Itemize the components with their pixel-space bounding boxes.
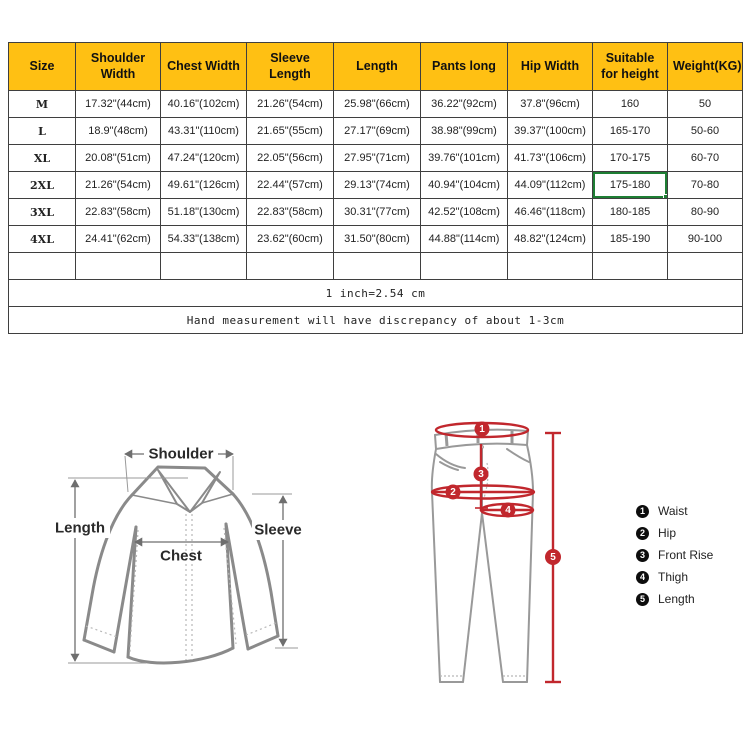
table-cell[interactable]: 44.09"(112cm) [508,172,593,199]
empty-cell[interactable] [161,253,247,280]
size-chart-body [9,91,743,253]
table-cell[interactable]: 80-90 [668,199,743,226]
marker-3-number: 3 [478,469,484,480]
legend-marker-3: 3 [636,549,649,562]
marker-5-number: 5 [550,552,556,563]
sleeve-measure-arrow [252,494,306,648]
empty-cell[interactable] [593,253,668,280]
table-row [9,145,743,172]
table-cell[interactable]: 185-190 [593,226,668,253]
table-cell[interactable]: 21.26"(54cm) [247,91,334,118]
table-cell[interactable]: 54.33"(138cm) [161,226,247,253]
legend-label-waist: Waist [658,504,688,518]
marker-4-number: 4 [505,505,511,516]
size-cell[interactable]: 3XL [9,199,76,226]
table-cell[interactable]: 20.08"(51cm) [76,145,161,172]
table-cell[interactable]: 21.26"(54cm) [76,172,161,199]
marker-2-number: 2 [450,487,456,498]
table-cell[interactable]: 50 [668,91,743,118]
pants-measurement-diagram [425,418,570,693]
header-row [9,43,743,91]
table-cell[interactable]: 18.9"(48cm) [76,118,161,145]
shirt-outline-drawing [84,467,278,663]
pants-marker-5 [545,549,561,565]
table-cell[interactable]: 23.62"(60cm) [247,226,334,253]
table-row [9,199,743,226]
header-hip-width: Hip Width [508,43,593,91]
table-row [9,172,743,199]
pants-marker-2 [446,485,461,500]
table-row [9,91,743,118]
table-cell[interactable]: 37.8"(96cm) [508,91,593,118]
legend-item-waist [636,500,713,522]
table-cell[interactable]: 170-175 [593,145,668,172]
table-cell[interactable]: 24.41"(62cm) [76,226,161,253]
table-cell[interactable]: 42.52"(108cm) [421,199,508,226]
table-cell[interactable]: 165-170 [593,118,668,145]
table-cell[interactable]: 40.94"(104cm) [421,172,508,199]
table-cell[interactable]: 36.22"(92cm) [421,91,508,118]
measurement-discrepancy-note: Hand measurement will have discrepancy of about 1-3cm [9,307,743,334]
table-cell[interactable]: 60-70 [668,145,743,172]
table-cell[interactable]: 47.24"(120cm) [161,145,247,172]
legend-marker-4: 4 [636,571,649,584]
header-chest-width: Chest Width [161,43,247,91]
pants-legend [636,500,713,610]
legend-marker-1: 1 [636,505,649,518]
table-cell[interactable]: 51.18"(130cm) [161,199,247,226]
legend-item-length [636,588,713,610]
table-row [9,226,743,253]
table-cell[interactable]: 31.50"(80cm) [334,226,421,253]
table-cell[interactable]: 46.46"(118cm) [508,199,593,226]
table-cell[interactable]: 44.88"(114cm) [421,226,508,253]
chest-label: Chest [160,547,202,565]
legend-label-length: Length [658,592,695,606]
table-cell[interactable]: 90-100 [668,226,743,253]
shirt-collar [132,470,233,512]
header-shoulder-width: Shoulder Width [76,43,161,91]
header-sleeve-length: Sleeve Length [247,43,334,91]
pants-marker-1 [475,422,490,437]
inch-conversion-note: 1 inch=2.54 cm [9,280,743,307]
table-cell[interactable]: 40.16"(102cm) [161,91,247,118]
table-cell[interactable]: 27.95"(71cm) [334,145,421,172]
table-cell[interactable]: 29.13"(74cm) [334,172,421,199]
shirt-measurement-diagram [40,420,320,690]
table-cell[interactable]: 30.31"(77cm) [334,199,421,226]
table-cell[interactable]: 22.05"(56cm) [247,145,334,172]
header-size: Size [9,43,76,91]
legend-marker-2: 2 [636,527,649,540]
table-cell[interactable]: 27.17"(69cm) [334,118,421,145]
table-cell[interactable]: 39.37"(100cm) [508,118,593,145]
size-cell[interactable]: M [9,91,76,118]
table-cell[interactable]: 70-80 [668,172,743,199]
legend-marker-5: 5 [636,593,649,606]
size-chart-table [8,42,743,334]
pants-marker-4 [501,503,516,518]
header-length: Length [334,43,421,91]
legend-label-front-rise: Front Rise [658,548,714,562]
table-cell[interactable]: 22.83"(58cm) [247,199,334,226]
table-cell[interactable]: 49.61"(126cm) [161,172,247,199]
table-cell[interactable]: 22.44"(57cm) [247,172,334,199]
legend-label-hip: Hip [658,526,677,540]
table-row [9,118,743,145]
spacer-row [9,253,743,280]
header-pants-long: Pants long [421,43,508,91]
table-cell[interactable]: 38.98"(99cm) [421,118,508,145]
empty-cell[interactable] [9,253,76,280]
size-cell[interactable]: 2XL [9,172,76,199]
legend-label-thigh: Thigh [658,570,689,584]
empty-cell[interactable] [334,253,421,280]
length-measure-arrow [52,478,188,663]
table-cell[interactable]: 48.82"(124cm) [508,226,593,253]
header-weight: Weight(KG) [668,43,743,91]
pants-annotations [432,423,561,682]
shoulder-label: Shoulder [148,445,214,463]
selected-cell[interactable]: 175-180 [593,172,668,199]
empty-cell[interactable] [508,253,593,280]
table-cell[interactable]: 39.76"(101cm) [421,145,508,172]
table-cell[interactable]: 21.65"(55cm) [247,118,334,145]
chest-measure-arrow [135,542,228,565]
sleeve-label: Sleeve [254,521,302,539]
empty-cell[interactable] [421,253,508,280]
table-cell[interactable]: 22.83"(58cm) [76,199,161,226]
table-cell[interactable]: 50-60 [668,118,743,145]
legend-item-thigh [636,566,713,588]
table-cell[interactable]: 180-185 [593,199,668,226]
empty-cell[interactable] [76,253,161,280]
size-chart [8,42,742,334]
size-cell[interactable]: L [9,118,76,145]
length-label: Length [55,519,105,537]
pants-marker-3 [474,467,489,482]
note-row-inch [9,280,743,307]
legend-item-hip [636,522,713,544]
empty-cell[interactable] [668,253,743,280]
table-cell[interactable]: 160 [593,91,668,118]
empty-cell[interactable] [247,253,334,280]
table-cell[interactable]: 25.98"(66cm) [334,91,421,118]
size-cell[interactable]: 4XL [9,226,76,253]
note-row-hand [9,307,743,334]
marker-1-number: 1 [479,424,485,435]
header-suitable-height: Suitable for height [593,43,668,91]
size-cell[interactable]: XL [9,145,76,172]
legend-item-front-rise [636,544,713,566]
table-cell[interactable]: 43.31"(110cm) [161,118,247,145]
table-cell[interactable]: 17.32"(44cm) [76,91,161,118]
table-cell[interactable]: 41.73"(106cm) [508,145,593,172]
